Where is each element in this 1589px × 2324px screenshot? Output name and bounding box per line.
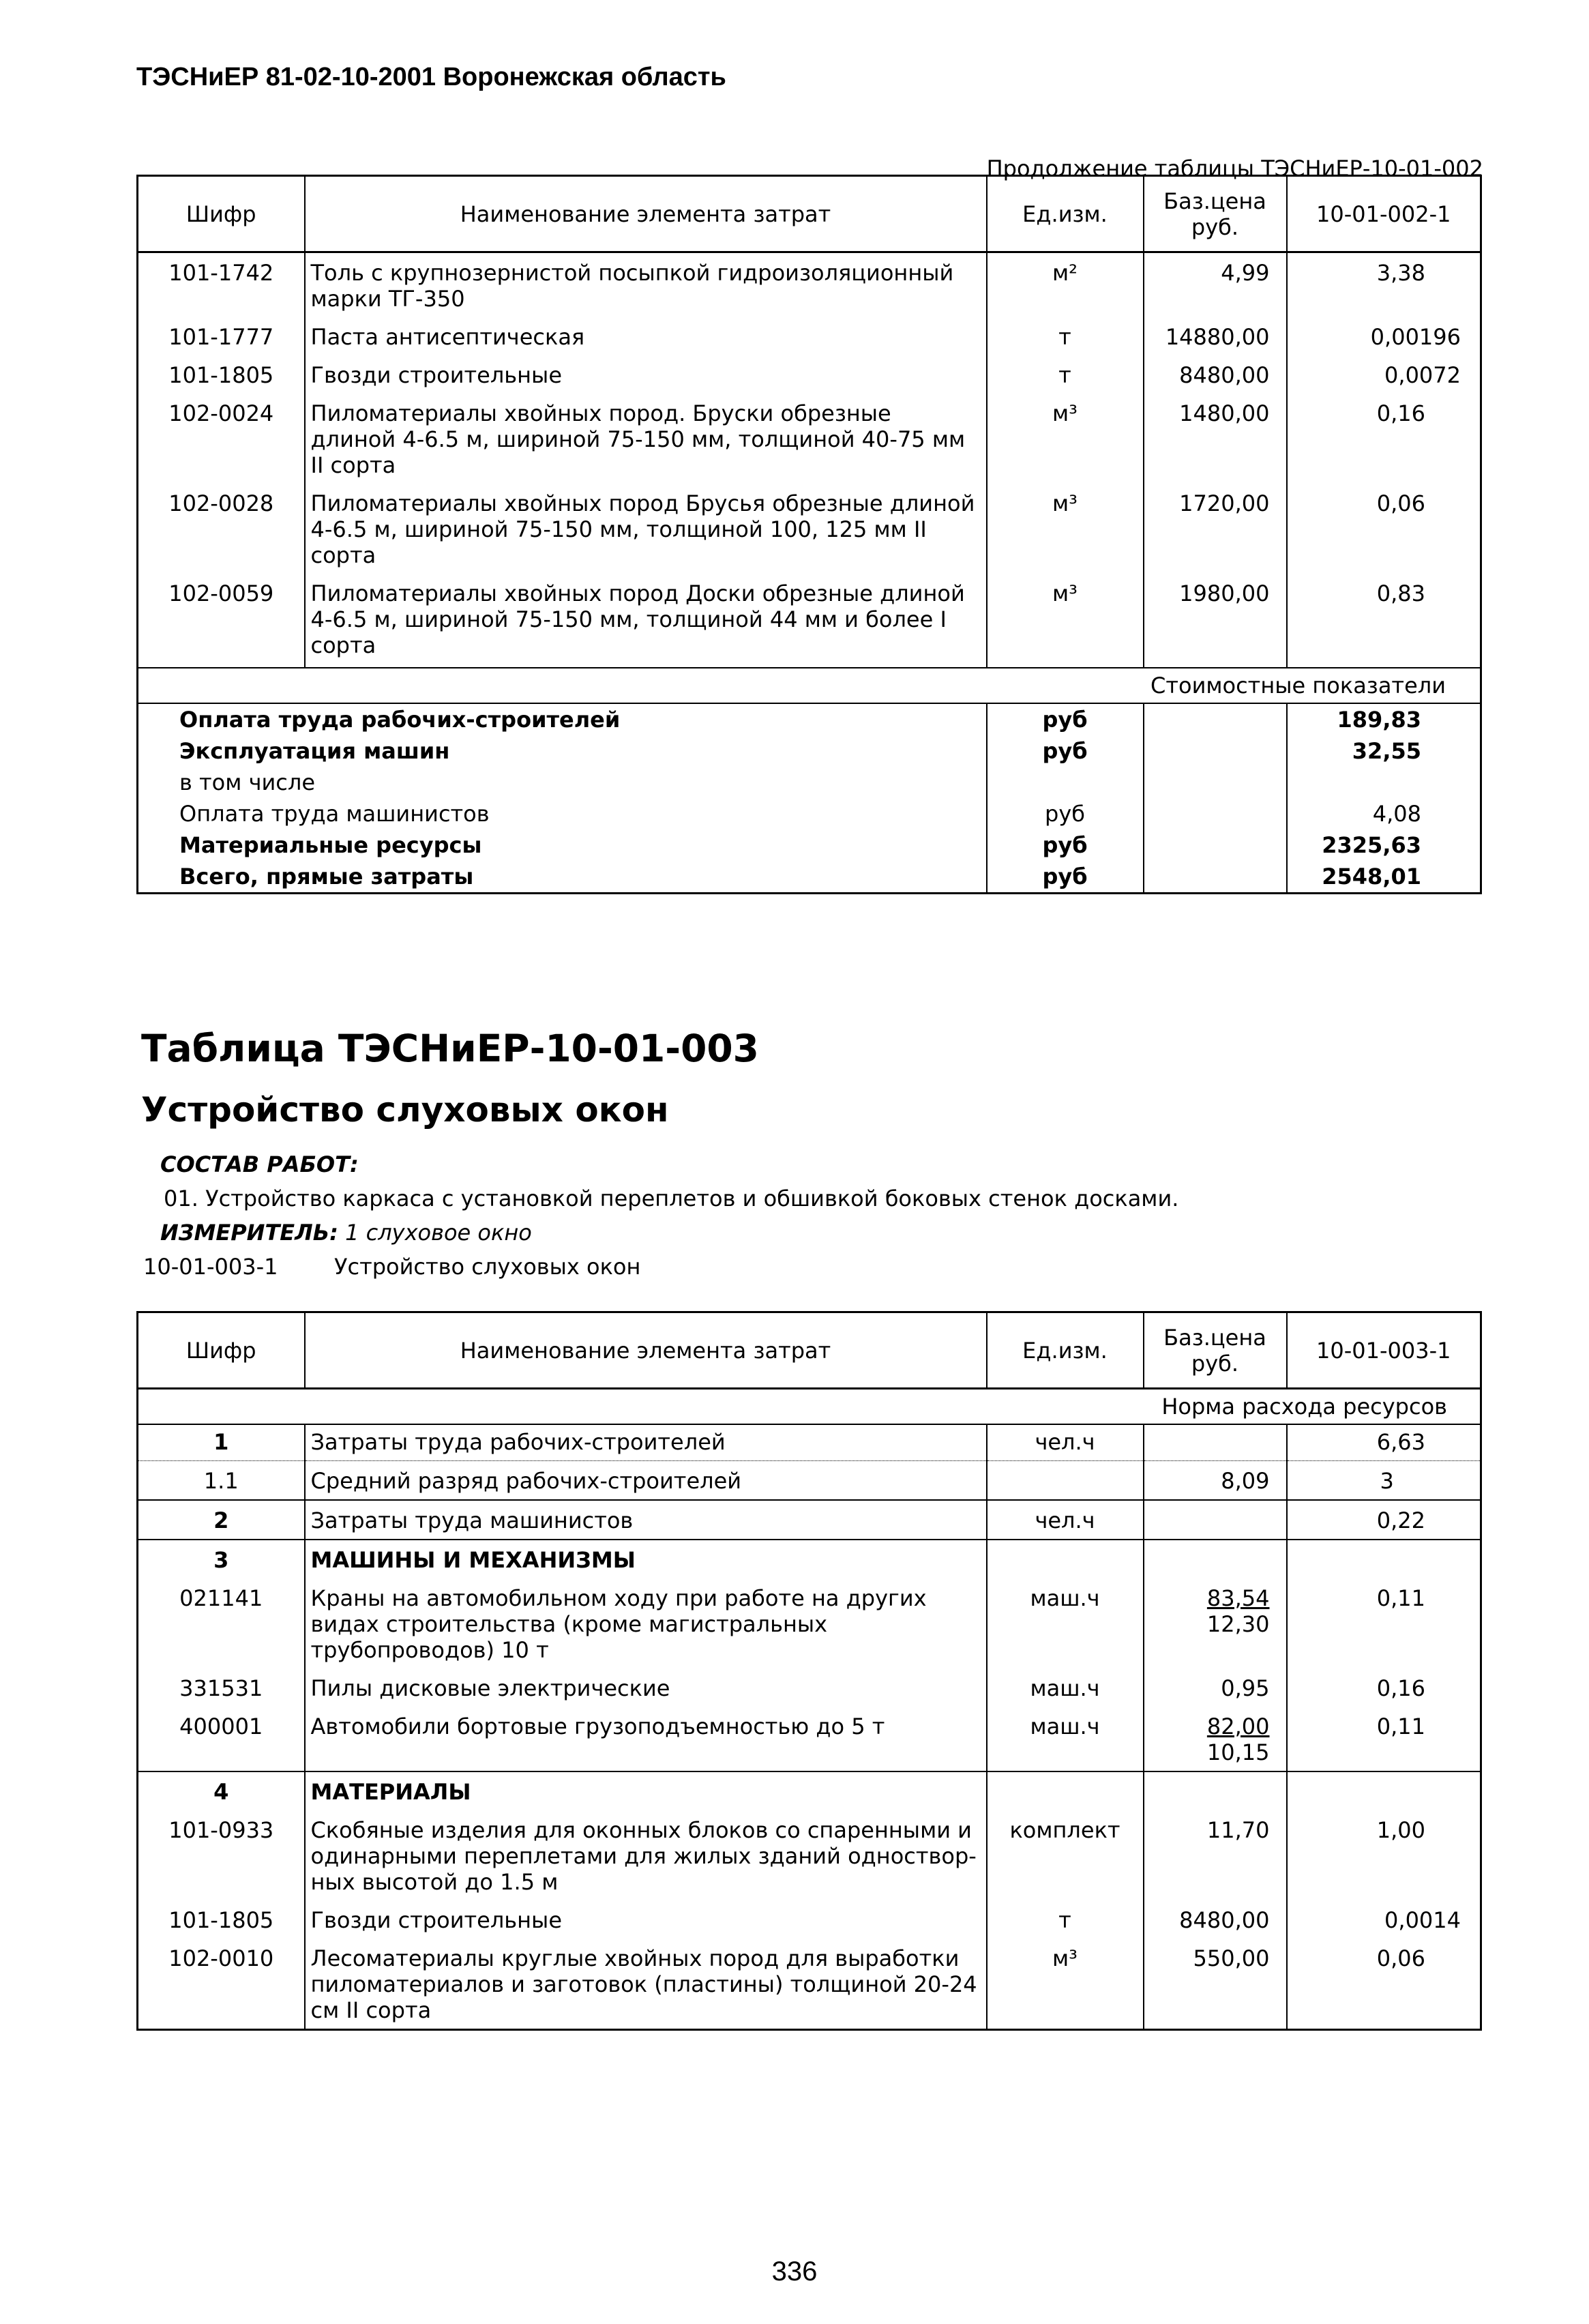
measure-value: 1 слуховое окно xyxy=(345,1220,532,1246)
row-code: 102-0024 xyxy=(168,400,274,426)
row-code: 021141 xyxy=(179,1585,263,1611)
table-row xyxy=(138,1500,1481,1540)
row-price-bottom: 10,15 xyxy=(1206,1739,1270,1765)
table-row xyxy=(138,1578,1481,1668)
row-name: Пиломатериалы хвойных пород Доски обрезные длиной 4-6.5 м, шириной 75-150 мм, толщиной 44 мм и более I сорта xyxy=(305,574,987,668)
table-row xyxy=(138,1461,1481,1501)
col-header-name: Наименование элемента затрат xyxy=(305,176,987,252)
table-row xyxy=(138,574,1481,668)
norm-header: Норма расхода ресурсов xyxy=(138,1389,1481,1425)
table-row xyxy=(138,1668,1481,1707)
row-unit: маш.ч xyxy=(987,1707,1144,1771)
row-unit: маш.ч xyxy=(987,1668,1144,1707)
row-qty: 0,0014 xyxy=(1287,1900,1481,1939)
col-header-rate: 10-01-002-1 xyxy=(1287,176,1481,252)
row-unit: чел.ч xyxy=(987,1500,1144,1540)
row-qty: 0,16 xyxy=(1287,394,1481,484)
row-name: Средний разряд рабочих-строителей xyxy=(305,1461,987,1501)
row-name: Гвозди строительные xyxy=(305,355,987,394)
row-code: 102-0028 xyxy=(168,490,274,516)
row-qty: 0,11 xyxy=(1287,1707,1481,1771)
row-unit: комплект xyxy=(987,1810,1144,1900)
measure-line xyxy=(160,1220,532,1246)
col-header-code: Шифр xyxy=(138,1312,305,1389)
continuation-title: Продолжение таблицы ТЭСНиЕР-10-01-002 xyxy=(986,156,1483,181)
row-unit: т xyxy=(987,1900,1144,1939)
table-header-row xyxy=(138,176,1481,252)
row-price: 1980,00 xyxy=(1144,574,1287,668)
row-qty: 1,00 xyxy=(1287,1810,1481,1900)
summary-unit: руб xyxy=(987,703,1144,735)
row-code: 102-0059 xyxy=(138,574,305,668)
col-header-price-line2: руб. xyxy=(1191,214,1239,240)
col-header-name: Наименование элемента затрат xyxy=(305,1312,987,1389)
row-price: 550,00 xyxy=(1144,1939,1287,2030)
row-name: Пиломатериалы хвойных пород Брусья обрезные длиной 4-6.5 м, шириной 75-150 мм, толщиной 100, 125 мм II сорта xyxy=(305,484,987,574)
summary-value: 189,83 xyxy=(1287,703,1481,735)
col-header-code: Шифр xyxy=(138,176,305,252)
table-row xyxy=(138,1424,1481,1461)
row-name: Скобяные изделия для оконных блоков со спаренными и одинарными переплетами для жилых зданий одноствор-ных высотой до 1.5 м xyxy=(305,1810,987,1900)
col-header-price xyxy=(1144,176,1287,252)
row-price xyxy=(1144,1707,1287,1771)
row-name: Краны на автомобильном ходу при работе на других видах строительства (кроме магистральных трубопроводов) 10 т xyxy=(305,1578,987,1668)
row-code: 1.1 xyxy=(138,1461,305,1501)
summary-row xyxy=(138,735,1481,767)
row-price: 4,99 xyxy=(1144,252,1287,318)
col-header-rate: 10-01-003-1 xyxy=(1287,1312,1481,1389)
col-header-price xyxy=(1144,1312,1287,1389)
table-row xyxy=(138,317,1481,355)
row-code: 101-1805 xyxy=(168,362,274,388)
table-row xyxy=(138,1707,1481,1771)
summary-row xyxy=(138,829,1481,861)
summary-label: Всего, прямые затраты xyxy=(179,864,474,889)
summary-row xyxy=(138,703,1481,735)
row-unit: т xyxy=(987,355,1144,394)
row-name: Толь с крупнозернистой посыпкой гидроизоляционный марки ТГ-350 xyxy=(305,252,987,318)
row-name: Затраты труда машинистов xyxy=(305,1500,987,1540)
summary-row xyxy=(138,767,1481,798)
measure-label: ИЗМЕРИТЕЛЬ: xyxy=(160,1220,338,1246)
row-unit: м³ xyxy=(987,1939,1144,2030)
row-price-top: 83,54 xyxy=(1206,1585,1270,1611)
row-price: 1480,00 xyxy=(1144,394,1287,484)
row-unit: т xyxy=(987,317,1144,355)
row-unit: м² xyxy=(987,252,1144,318)
table-row xyxy=(138,1900,1481,1939)
row-price-top: 82,00 xyxy=(1206,1713,1270,1739)
row-qty: 0,06 xyxy=(1287,484,1481,574)
table-row xyxy=(138,1810,1481,1900)
row-price: 0,95 xyxy=(1144,1668,1287,1707)
table-row xyxy=(138,355,1481,394)
row-unit: чел.ч xyxy=(987,1424,1144,1461)
row-qty: 0,16 xyxy=(1287,1668,1481,1707)
row-name: Затраты труда рабочих-строителей xyxy=(305,1424,987,1461)
summary-label: в том числе xyxy=(179,769,315,795)
row-name: Автомобили бортовые грузоподъемностью до 5 т xyxy=(305,1707,987,1771)
row-name: Пилы дисковые электрические xyxy=(305,1668,987,1707)
col-header-unit: Ед.изм. xyxy=(987,176,1144,252)
row-unit: м³ xyxy=(987,574,1144,668)
section-row-machines xyxy=(138,1540,1481,1578)
row-unit: м³ xyxy=(987,394,1144,484)
row-qty: 0,22 xyxy=(1287,1500,1481,1540)
rate-name: Устройство слуховых окон xyxy=(334,1254,641,1280)
table-row xyxy=(138,394,1481,484)
row-qty: 6,63 xyxy=(1287,1424,1481,1461)
row-code: 101-1805 xyxy=(168,1907,274,1933)
row-name: Гвозди строительные xyxy=(305,1900,987,1939)
row-code: 101-1742 xyxy=(168,260,274,286)
row-code: 2 xyxy=(138,1500,305,1540)
row-price: 8,09 xyxy=(1144,1461,1287,1501)
summary-label: Оплата труда машинистов xyxy=(179,801,490,827)
row-code: 101-1777 xyxy=(168,324,274,350)
section-title: Таблица ТЭСНиЕР-10-01-003 xyxy=(141,1027,759,1070)
col-header-price-line1: Баз.цена xyxy=(1163,188,1266,214)
row-qty: 3,38 xyxy=(1287,252,1481,318)
summary-value: 2548,01 xyxy=(1287,861,1481,894)
table-header-row xyxy=(138,1312,1481,1389)
summary-label: Эксплуатация машин xyxy=(179,738,450,764)
summary-label: Материальные ресурсы xyxy=(179,832,482,858)
row-qty: 0,0072 xyxy=(1287,355,1481,394)
row-qty: 3 xyxy=(1287,1461,1481,1501)
summary-row xyxy=(138,798,1481,829)
row-name: Паста антисептическая xyxy=(305,317,987,355)
cost-indicators-header-row xyxy=(138,668,1481,703)
row-unit: маш.ч xyxy=(987,1578,1144,1668)
row-price: 14880,00 xyxy=(1144,317,1287,355)
row-code: 400001 xyxy=(138,1707,305,1771)
summary-value: 32,55 xyxy=(1287,735,1481,767)
section-subtitle: Устройство слуховых окон xyxy=(141,1090,669,1130)
running-header: ТЭСНиЕР 81-02-10-2001 Воронежская область xyxy=(136,63,726,91)
row-price: 8480,00 xyxy=(1144,1900,1287,1939)
summary-unit: руб xyxy=(987,735,1144,767)
row-code: 1 xyxy=(213,1429,229,1455)
row-qty: 0,11 xyxy=(1287,1578,1481,1668)
cost-indicators-header: Стоимостные показатели xyxy=(138,668,1481,703)
summary-unit: руб xyxy=(987,861,1144,894)
row-code: 101-0933 xyxy=(168,1817,274,1843)
summary-unit: руб xyxy=(987,829,1144,861)
row-name: МАТЕРИАЛЫ xyxy=(305,1771,987,1810)
summary-unit: руб xyxy=(987,798,1144,829)
row-code: 3 xyxy=(213,1547,229,1573)
table-10-01-003 xyxy=(136,1311,1482,2031)
row-unit: м³ xyxy=(987,484,1144,574)
row-code: 102-0010 xyxy=(168,1945,274,1971)
composition-item: 01. Устройство каркаса с установкой переплетов и обшивкой боковых стенок досками. xyxy=(164,1186,1179,1211)
col-header-price-line1: Баз.цена xyxy=(1163,1324,1266,1351)
summary-value: 4,08 xyxy=(1287,798,1481,829)
row-code: 4 xyxy=(213,1779,229,1805)
row-qty: 0,06 xyxy=(1287,1939,1481,2030)
rate-code: 10-01-003-1 xyxy=(143,1254,278,1280)
summary-value: 2325,63 xyxy=(1287,829,1481,861)
row-name: Пиломатериалы хвойных пород. Бруски обрезные длиной 4-6.5 м, шириной 75-150 мм, толщиной 40-75 мм II сорта xyxy=(305,394,987,484)
row-price: 11,70 xyxy=(1144,1810,1287,1900)
section-row-materials xyxy=(138,1771,1481,1810)
composition-label: СОСТАВ РАБОТ: xyxy=(160,1151,359,1177)
col-header-unit: Ед.изм. xyxy=(987,1312,1144,1389)
row-price-bottom: 12,30 xyxy=(1206,1611,1270,1637)
row-qty: 0,00196 xyxy=(1287,317,1481,355)
summary-label: Оплата труда рабочих-строителей xyxy=(179,707,621,733)
table-10-01-002-continuation xyxy=(136,175,1482,894)
row-code: 331531 xyxy=(179,1675,263,1701)
row-price: 8480,00 xyxy=(1144,355,1287,394)
row-price xyxy=(1144,1578,1287,1668)
table-row xyxy=(138,252,1481,318)
page-number: 336 xyxy=(771,2256,818,2286)
col-header-price-line2: руб. xyxy=(1191,1350,1239,1377)
row-price: 1720,00 xyxy=(1144,484,1287,574)
table-row xyxy=(138,484,1481,574)
table-row xyxy=(138,1939,1481,2030)
summary-row xyxy=(138,861,1481,894)
row-name: МАШИНЫ И МЕХАНИЗМЫ xyxy=(305,1540,987,1578)
row-qty: 0,83 xyxy=(1287,574,1481,668)
norm-header-row xyxy=(138,1389,1481,1425)
row-name: Лесоматериалы круглые хвойных пород для выработки пиломатериалов и заготовок (пластины) толщиной 20-24 см II сорта xyxy=(305,1939,987,2030)
